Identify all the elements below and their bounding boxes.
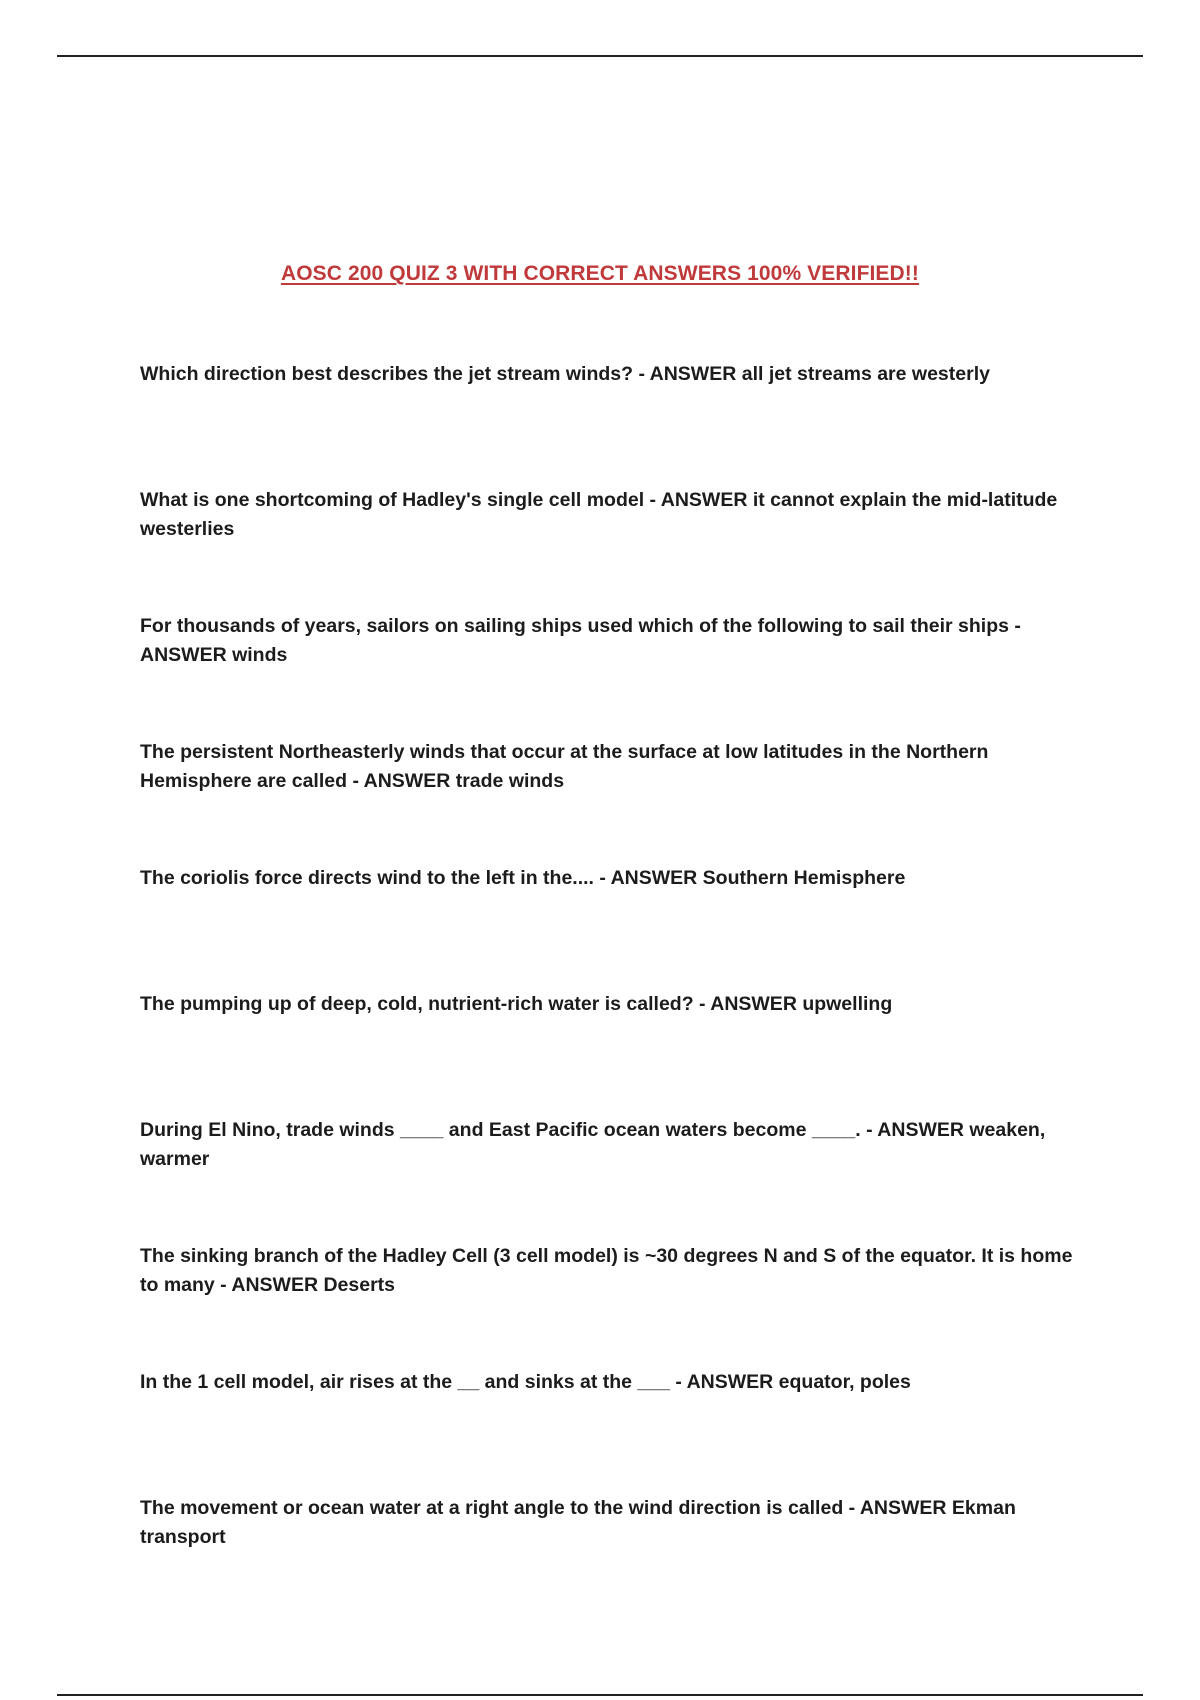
qa-item-4: The persistent Northeasterly winds that occur at the surface at low latitudes in the Northern Hemisphere are called - ANSWER trade winds bbox=[140, 741, 989, 792]
qa-item-6: The pumping up of deep, cold, nutrient-rich water is called? - ANSWER upwelling bbox=[140, 993, 893, 1015]
top-rule bbox=[57, 55, 1143, 57]
qa-item-2: What is one shortcoming of Hadley's single cell model - ANSWER it cannot explain the mid-latitude westerlies bbox=[140, 489, 1058, 540]
qa-item-7: During El Nino, trade winds ____ and East Pacific ocean waters become ____. - ANSWER weaken, warmer bbox=[140, 1119, 1046, 1170]
qa-list bbox=[140, 360, 1080, 1620]
qa-item-3: For thousands of years, sailors on sailing ships used which of the following to sail their ships - ANSWER winds bbox=[140, 615, 1021, 666]
qa-item-10: The movement or ocean water at a right angle to the wind direction is called - ANSWER Ekman transport bbox=[140, 1497, 1016, 1548]
bottom-rule bbox=[57, 1694, 1143, 1696]
qa-item-1: Which direction best describes the jet stream winds? - ANSWER all jet streams are westerly bbox=[140, 363, 990, 385]
document-title: AOSC 200 QUIZ 3 WITH CORRECT ANSWERS 100% VERIFIED!! bbox=[280, 262, 919, 285]
qa-item-5: The coriolis force directs wind to the left in the.... - ANSWER Southern Hemisphere bbox=[140, 867, 906, 889]
qa-item-9: In the 1 cell model, air rises at the __ and sinks at the ___ - ANSWER equator, poles bbox=[140, 1371, 911, 1393]
qa-item-8: The sinking branch of the Hadley Cell (3 cell model) is ~30 degrees N and S of the equator. It is home to many - ANSWER Deserts bbox=[140, 1245, 1073, 1296]
